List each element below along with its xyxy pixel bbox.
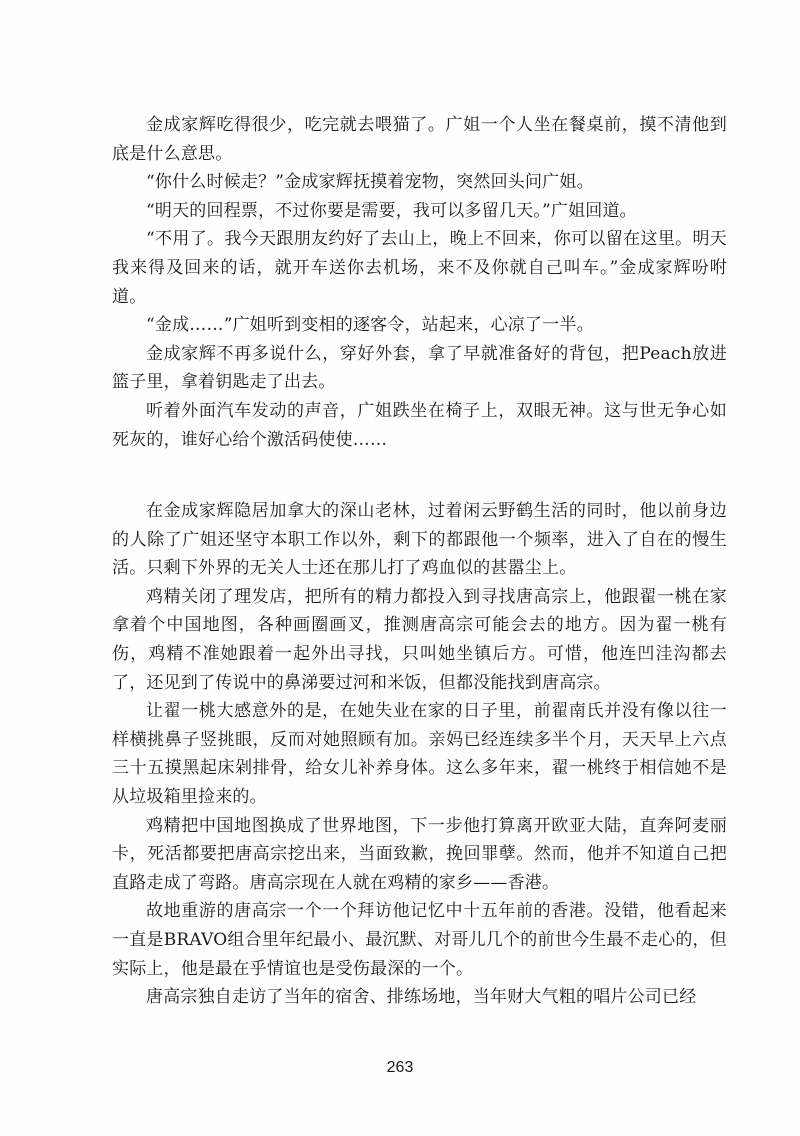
- paragraph: 听着外面汽车发动的声音，广姐跌坐在椅子上，双眼无神。这与世无争心如死灰的，谁好心给个激活码使使……: [112, 400, 727, 450]
- text-section-1: [112, 111, 727, 454]
- paragraph: 鸡精关闭了理发店，把所有的精力都投入到寻找唐高宗上，他跟翟一桃在家拿着个中国地图，各种画圈画叉，推测唐高宗可能会去的地方。因为翟一桃有伤，鸡精不准她跟着一起外出寻找，只叫她坐镇后方。可惜，他连凹洼沟都去了，还见到了传说中的鼻涕要过河和米饭，但都没能找到唐高宗。: [112, 586, 727, 693]
- text-section-2: [112, 497, 727, 1012]
- paragraph: “不用了。我今天跟朋友约好了去山上，晚上不回来，你可以留在这里。明天我来得及回来的话，就开车送你去机场，来不及你就自己叫车。”金成家辉吩咐道。: [112, 229, 727, 307]
- page-number: 263: [386, 1059, 414, 1076]
- paragraph: “金成……”广姐听到变相的逐客令，站起来，心凉了一半。: [146, 315, 594, 336]
- paragraph: 在金成家辉隐居加拿大的深山老林，过着闲云野鹤生活的同时，他以前身边的人除了广姐还坚守本职工作以外，剩下的都跟他一个频率，进入了自在的慢生活。只剩下外界的无关人士还在那儿打了鸡血似的甚嚣尘上。: [112, 501, 727, 579]
- paragraph: 唐高宗独自走访了当年的宿舍、排练场地，当年财大气粗的唱片公司已经: [146, 987, 697, 1008]
- paragraph: 鸡精把中国地图换成了世界地图，下一步他打算离开欧亚大陆，直奔阿麦丽卡，死活都要把唐高宗挖出来，当面致歉，挽回罪孽。然而，他并不知道自己把直路走成了弯路。唐高宗现在人就在鸡精的家乡——香港。: [112, 815, 727, 893]
- paragraph: 金成家辉吃得很少，吃完就去喂猫了。广姐一个人坐在餐桌前，摸不清他到底是什么意思。: [112, 115, 727, 164]
- paragraph: 让翟一桃大感意外的是，在她失业在家的日子里，前翟南氏并没有像以往一样横挑鼻子竖挑眼，反而对她照顾有加。亲妈已经连续多半个月，天天早上六点三十五摸黑起床剁排骨，给女儿补养身体。这么多年来，翟一桃终于相信她不是从垃圾箱里捡来的。: [112, 701, 727, 807]
- paragraph: 金成家辉不再多说什么，穿好外套，拿了早就准备好的背包，把Peach放进篮子里，拿着钥匙走了出去。: [112, 343, 727, 393]
- paragraph: 故地重游的唐高宗一个一个拜访他记忆中十五年前的香港。没错，他看起来一直是BRAVO组合里年纪最小、最沉默、对哥儿几个的前世今生最不走心的，但实际上，他是最在乎情谊也是受伤最深的一个。: [112, 901, 727, 979]
- paragraph: “明天的回程票，不过你要是需要，我可以多留几天。”广姐回道。: [146, 200, 637, 221]
- paragraph: “你什么时候走？”金成家辉抚摸着宠物，突然回头问广姐。: [146, 172, 594, 193]
